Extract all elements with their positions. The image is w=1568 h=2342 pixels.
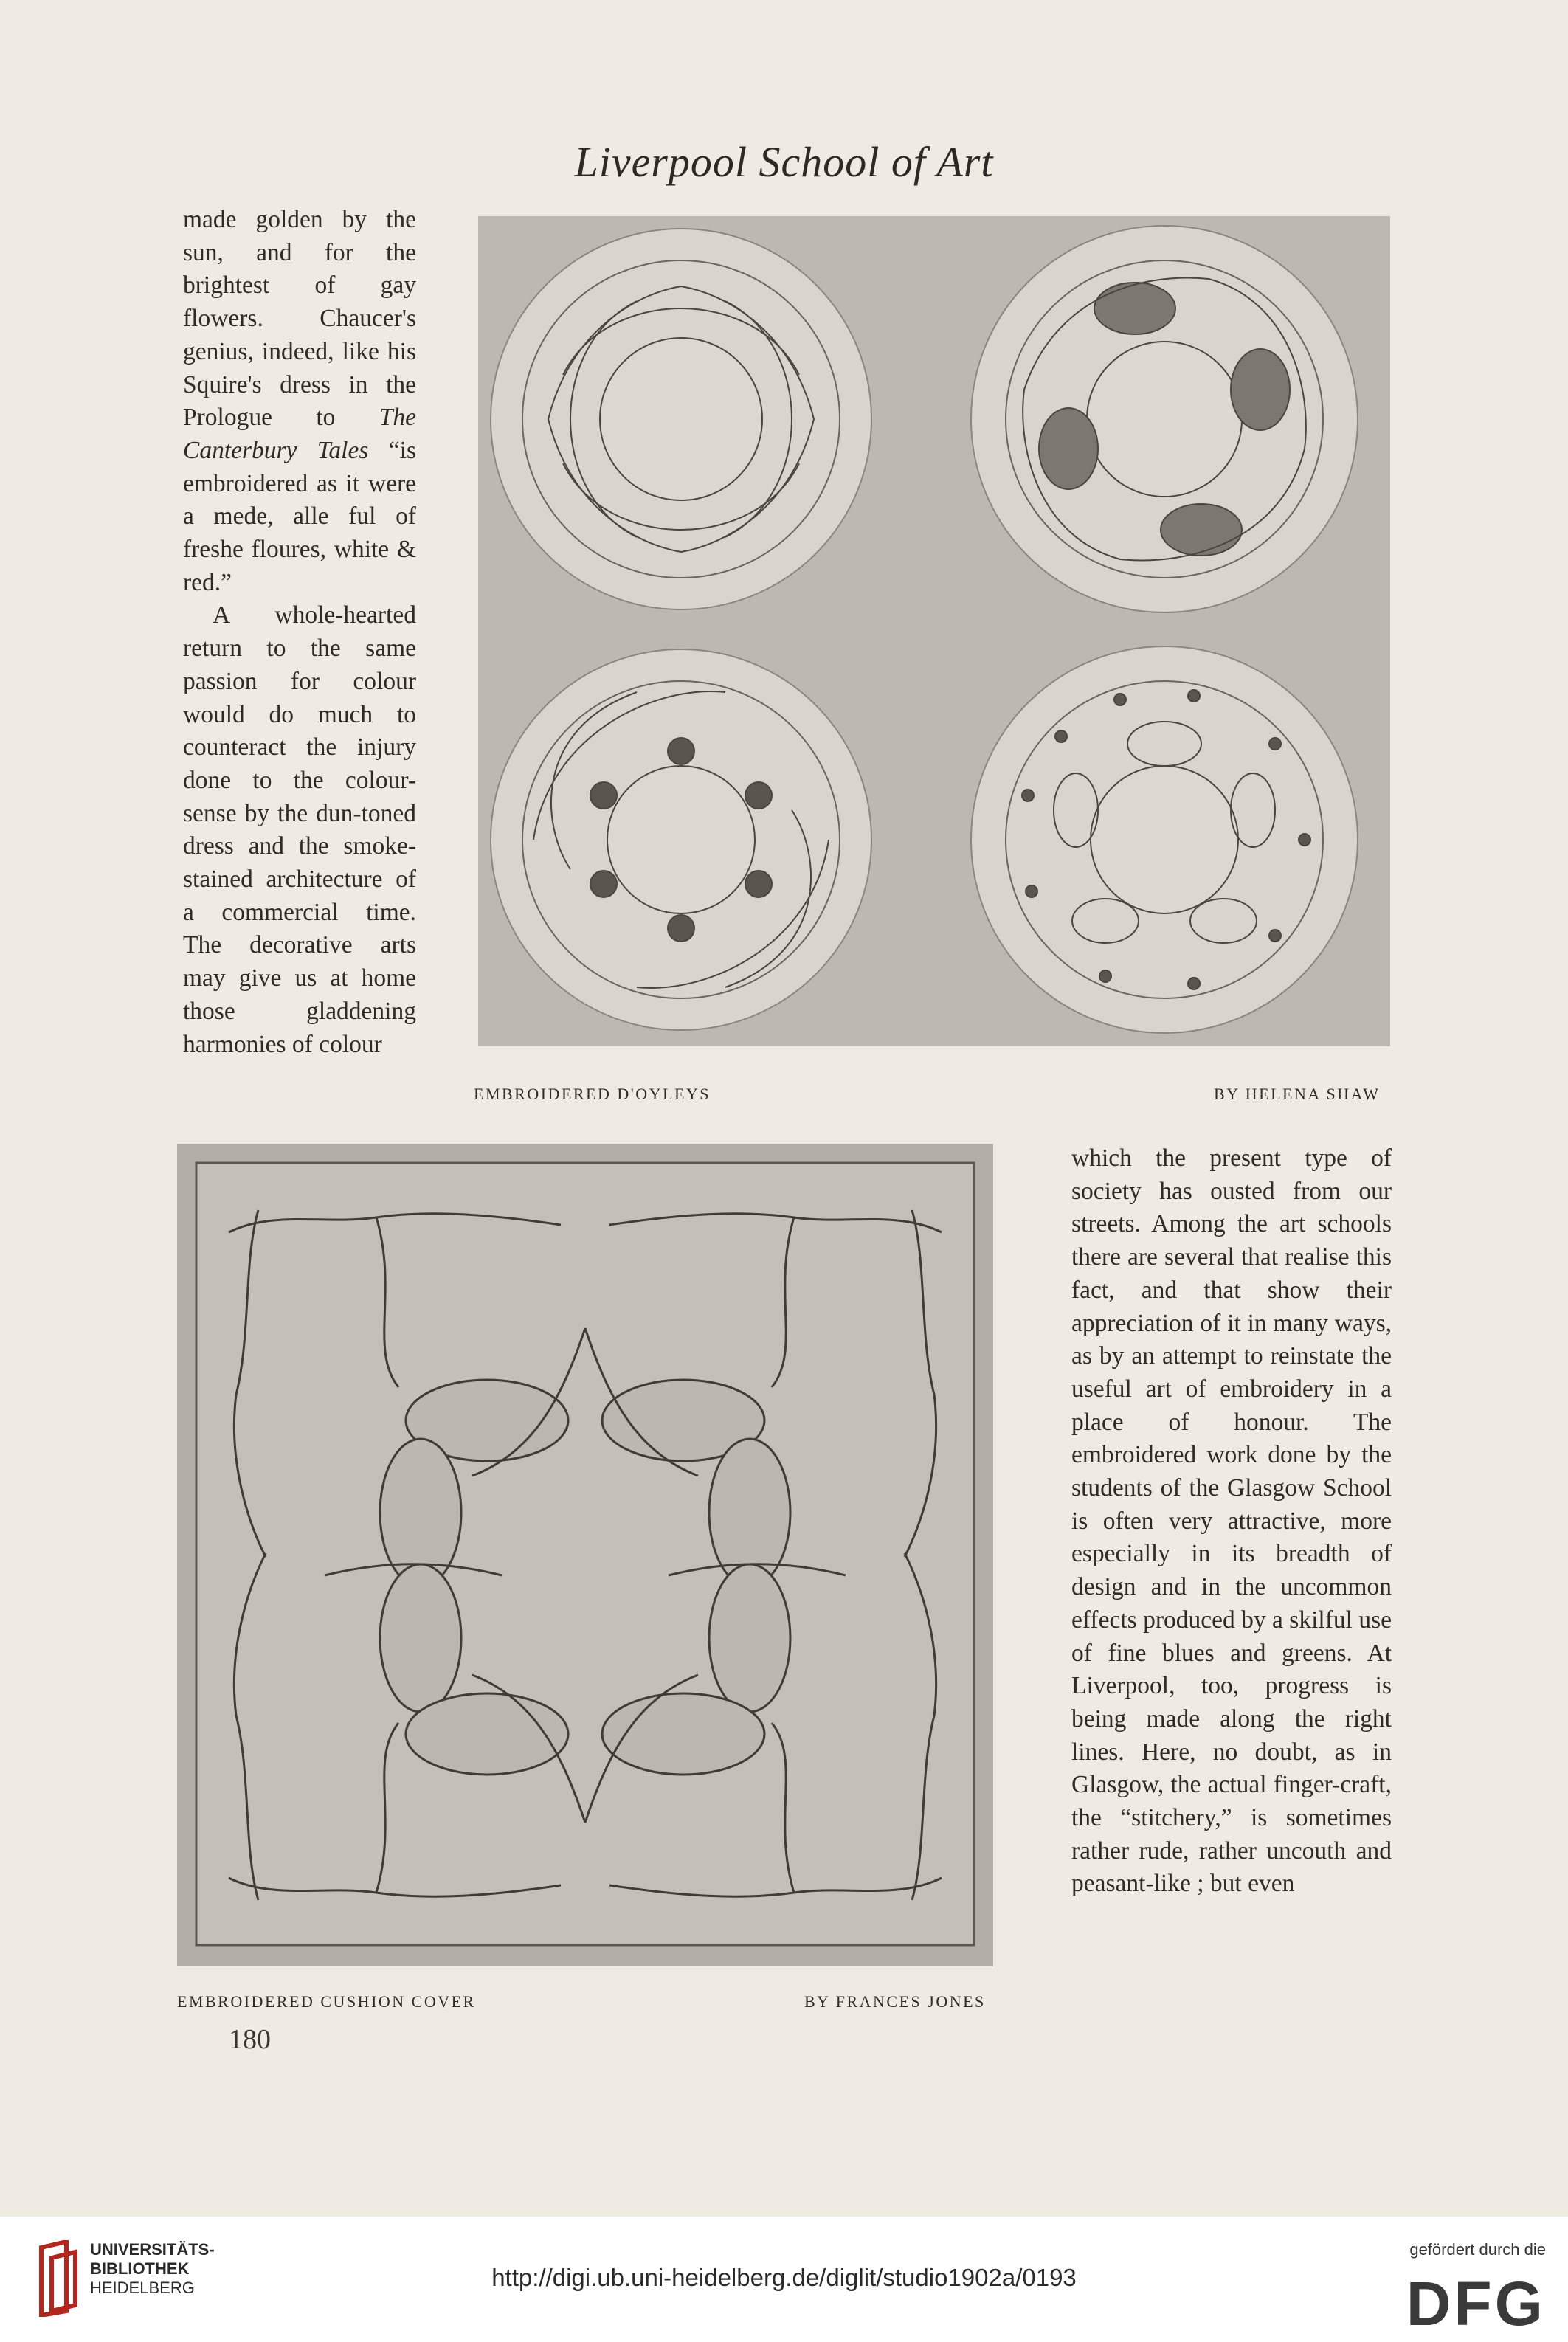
right-text-column <box>1071 1142 1392 1901</box>
library-line-1: UNIVERSITÄTS- <box>90 2240 215 2259</box>
doyleys-illustration <box>478 216 1390 1046</box>
cushion-illustration <box>177 1144 993 1966</box>
doyleys-plate <box>478 216 1390 1046</box>
dfg-logo: DFG <box>1406 2269 1546 2338</box>
library-line-2: BIBLIOTHEK <box>90 2259 190 2278</box>
doyleys-caption-artist: BY HELENA SHAW <box>1214 1085 1381 1103</box>
paragraph-1-text: made golden by the sun, and for the brightest of gay flowers. Chaucer's genius, indeed, like his Squire's dress in the Prologue to <box>183 206 416 432</box>
left-text-column <box>183 204 416 1061</box>
library-line-3: HEIDELBERG <box>90 2279 195 2297</box>
book-title: The Canterbury Tales <box>183 404 416 464</box>
running-head: Liverpool School of Art <box>574 138 994 186</box>
cushion-caption-artist: BY FRANCES JONES <box>804 1992 986 2011</box>
paragraph-3: which the present type of society has ousted from our streets. Among the art schools there are several that realise this fact, and that show their appreciation of it in many ways, as by an attempt to reinstate the useful art of embroidery in a place of honour. The embroidered work done by the students of the Glasgow School is often very attractive, more especially in its breadth of design and in the uncommon effects produced by a skilful use of fine blues and greens. At Liverpool, too, progress is being made along the right lines. Here, no doubt, as in Glasgow, the actual finger-craft, the “stitchery,” is sometimes rather rude, rather uncouth and peasant-like ; but even <box>1071 1144 1392 1898</box>
source-url-link[interactable]: http://digi.ub.uni-heidelberg.de/diglit/studio1902a/0193 <box>491 2264 1077 2291</box>
cushion-plate <box>177 1144 993 1966</box>
doyley-top-right <box>971 226 1358 612</box>
paragraph-1 <box>183 204 416 599</box>
doyley-bottom-left <box>491 649 871 1030</box>
doyley-bottom-right <box>971 646 1358 1033</box>
doyley-top-left <box>491 229 871 609</box>
quotation: “is embroidered as it were a mede, alle ful of freshe floures, white & red.” <box>183 436 417 596</box>
page-number: 180 <box>229 2024 271 2055</box>
paragraph-2: A whole-hearted return to the same passion for colour would do much to counteract the injury done to the colour-sense by the dun-toned dress and the smoke-stained architecture of a commercial time. The decorative arts may give us at home those gladdening harmonies of colour <box>183 601 416 1058</box>
doyleys-caption-title: EMBROIDERED D'OYLEYS <box>474 1085 711 1103</box>
sponsor-label: gefördert durch die <box>1409 2240 1546 2259</box>
cushion-caption-title: EMBROIDERED CUSHION COVER <box>177 1992 476 2011</box>
